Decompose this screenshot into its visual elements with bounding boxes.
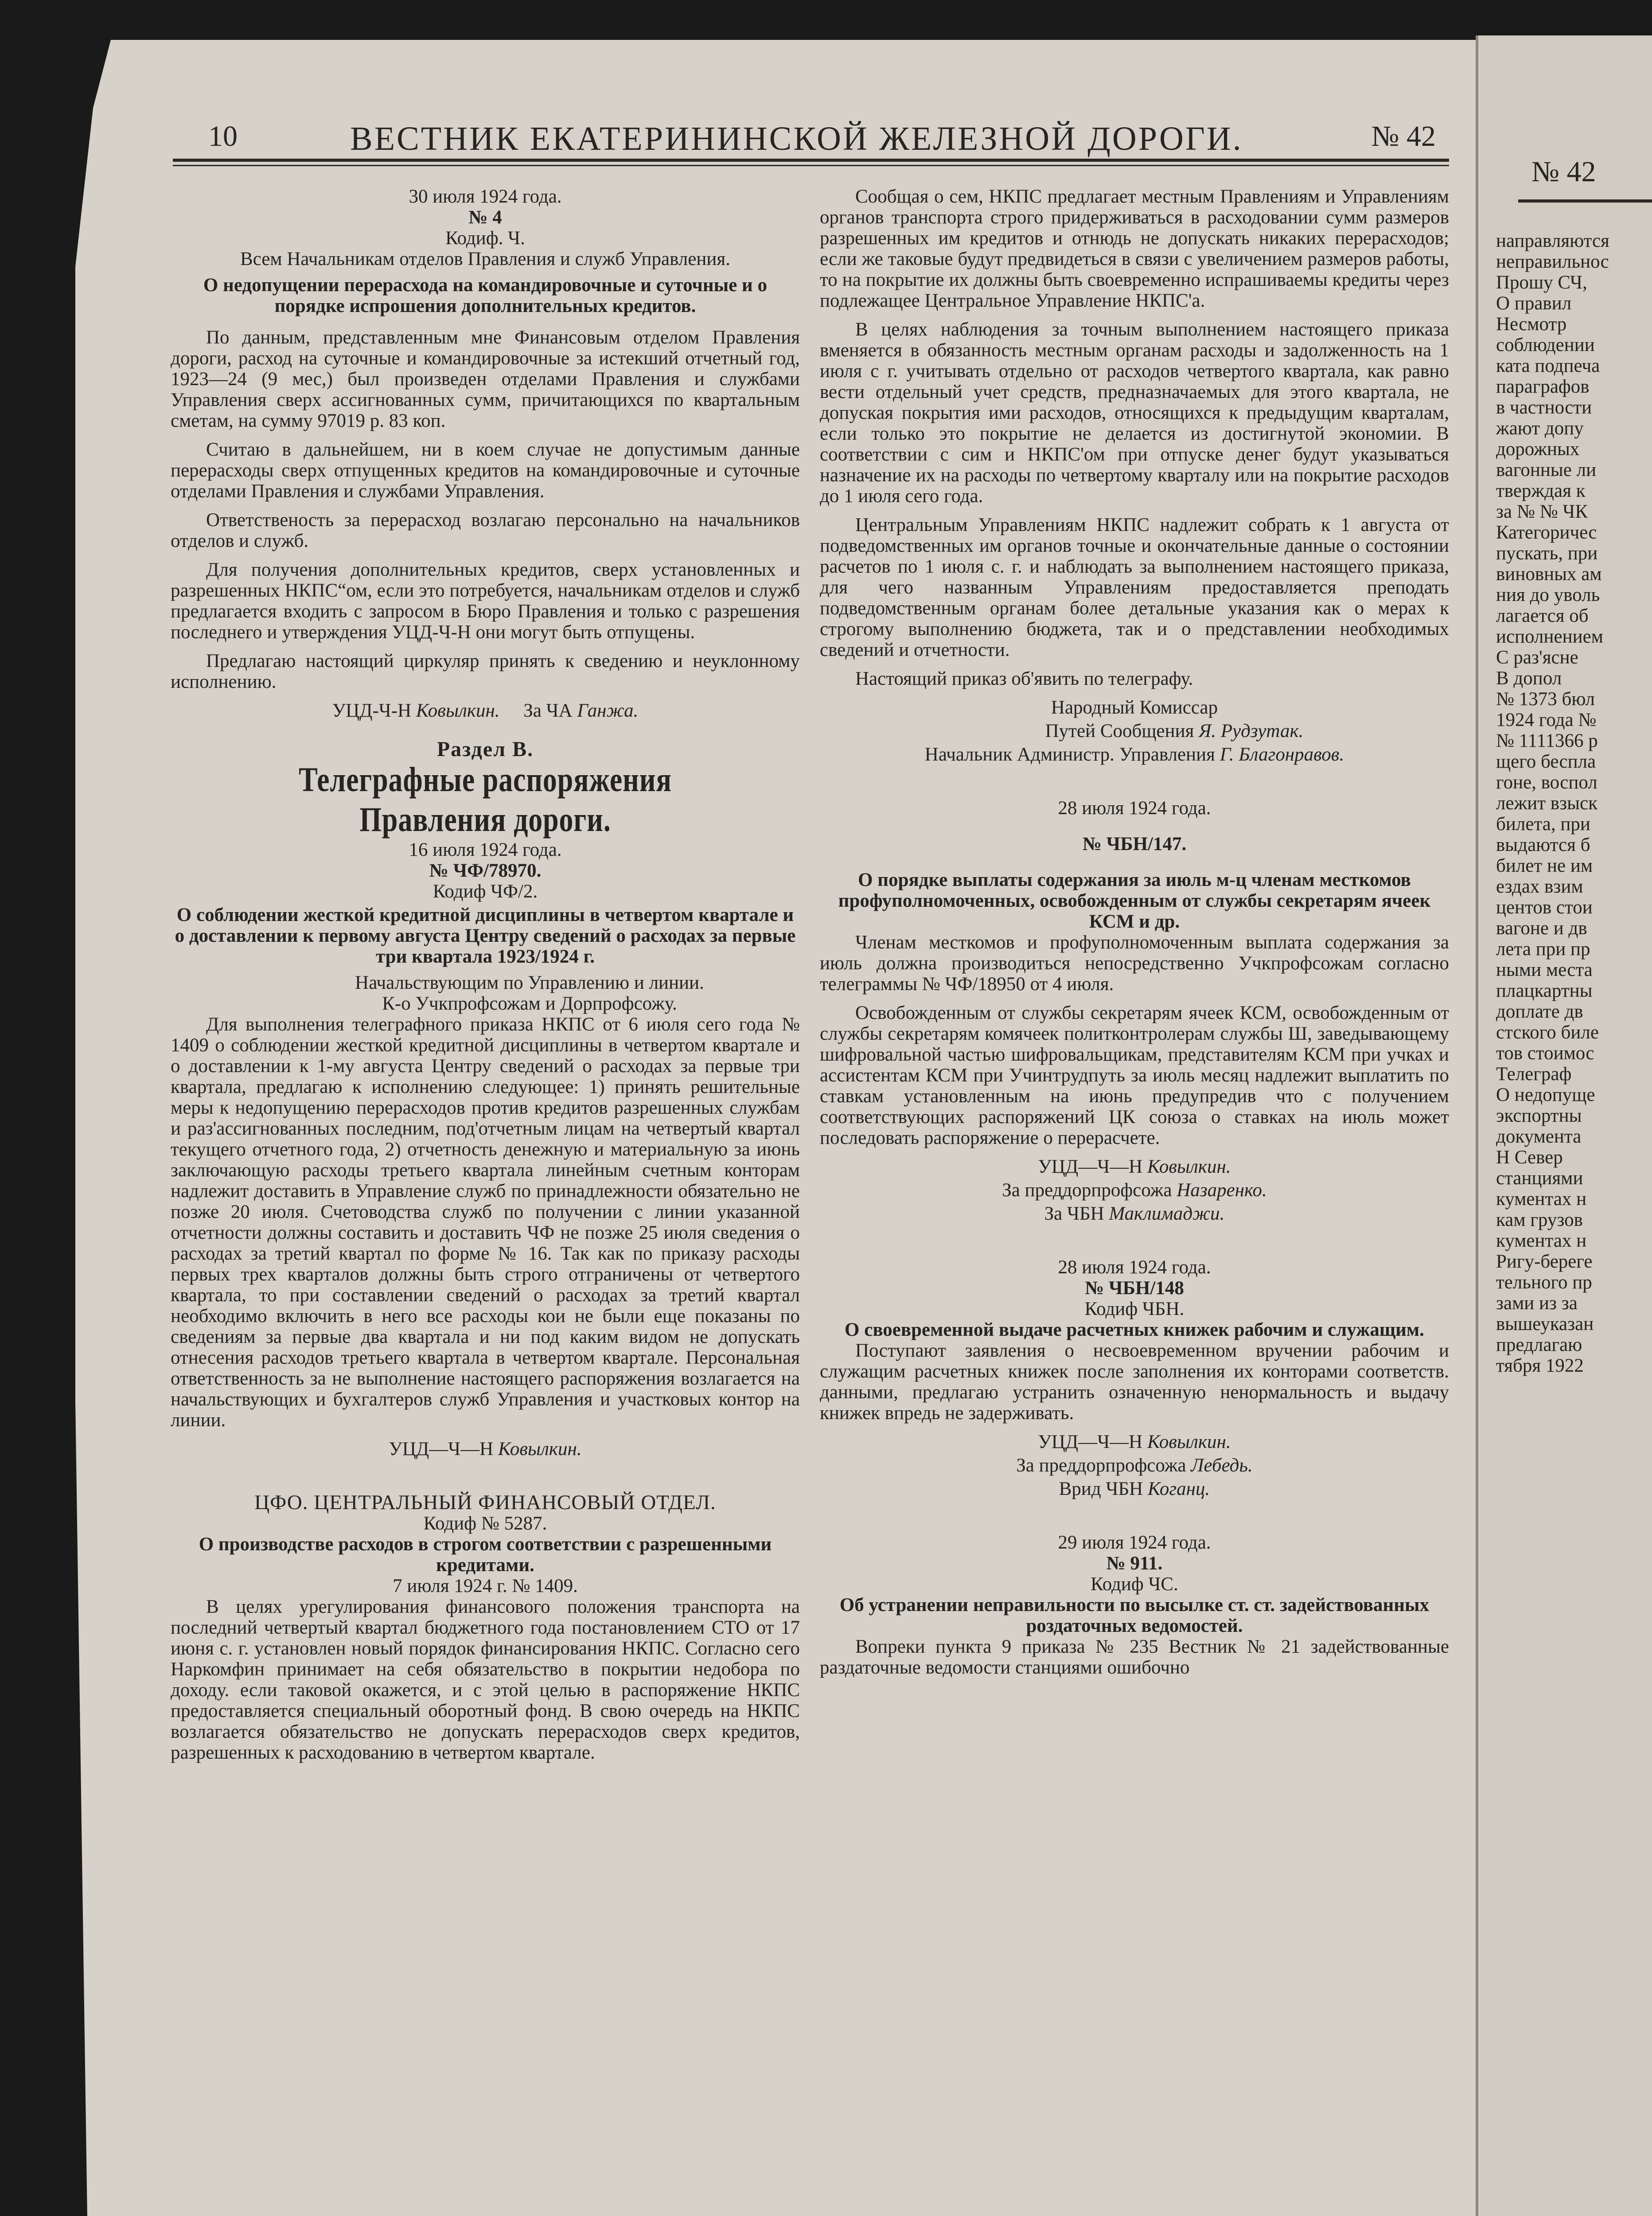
order-number: № ЧФ/78970.: [429, 860, 542, 881]
adjacent-text-line: 1924 года №: [1496, 710, 1597, 730]
adjacent-text-line: гоне, воспол: [1496, 772, 1597, 793]
adjacent-text-line: ездах взим: [1496, 876, 1583, 897]
adjacent-text-line: станциями: [1496, 1168, 1583, 1189]
adjacent-text-line: ния до уволь: [1496, 585, 1600, 605]
signer-title: Путей Сообщения: [1045, 721, 1194, 741]
adjacent-text-line: Н Север: [1496, 1147, 1563, 1168]
adjacent-text-line: Несмотр: [1496, 314, 1567, 335]
paragraph: Поступают заявления о несвоевременном вручении рабочим и служащим расчетных книжек после заполнения их конторами соответств. данными, предлагаю устранить означенную ненормальность и выдачу книжек впредь не задерживать.: [820, 1340, 1449, 1424]
order-number: № 4: [468, 207, 502, 228]
adjacent-text-line: вагонные ли: [1496, 460, 1597, 480]
adjacent-text-line: вагоне и дв: [1496, 918, 1587, 939]
signer-name: Лебедь.: [1191, 1455, 1253, 1476]
newspaper-title: ВЕСТНИК ЕКАТЕРИНИНСКОЙ ЖЕЛЕЗНОЙ ДОРОГИ.: [350, 120, 1243, 157]
signer-title: За преддорпрофсожа: [1016, 1455, 1186, 1476]
paragraph: Освобожденным от службы секретарям ячеек КСМ, освобожденным от службы секретарям комячеек политконтролерам службы Ш, заведывающему шифровальной частью шифровальщикам, представителям КСМ при учках и ассистентам КСМ при Учинтрудпуть за июль месяц надлежит выплатить по ставкам установленным на июнь предупредив что с получением соответствующих распоряжений ЦК союза о ставках на июль может последовать распоряжение о перерасчете.: [820, 1003, 1449, 1148]
adjacent-text-line: неправильнос: [1496, 251, 1609, 272]
adjacent-text-line: выдаются б: [1496, 835, 1590, 855]
paragraph: Членам месткомов и профуполномоченным выплата содержания за июль должна производиться непосредственно Учкпрофсожам согласно телеграммы № ЧФ/18950 от 4 июля.: [820, 932, 1449, 995]
adjacent-text-line: кументах н: [1496, 1230, 1587, 1251]
adjacent-text-line: кументах н: [1496, 1189, 1587, 1209]
kodif-line: Кодиф № 5287.: [423, 1513, 547, 1534]
adjacent-text-line: лагается об: [1496, 605, 1589, 626]
article-title: О недопущении перерасхода на командировочные и суточные и о порядке испрошения дополнительных кредитов.: [203, 275, 768, 316]
article-date: 30 июля 1924 года.: [409, 186, 562, 207]
adjacent-text-line: № 1373 бюл: [1496, 689, 1595, 710]
paragraph: Считаю в дальнейшем, ни в коем случае не допустимым данные перерасходы сверх отпущенных кредитов на командировочные и суточные отделами Правления и службами Управления.: [171, 439, 800, 502]
paragraph: Центральным Управлениям НКПС надлежит собрать к 1 августа от подведомственных им органов точные и окончательные данные о состоянии расчетов по 1 июля с. г. и наблюдать за выполнением настоящего приказа, для чего названным Управлениям предоставляется преподать подведомственным органам более детальные указания как о мерах к строгому выполнению бюджета, так и о представлении необходимых сведений и отчетности.: [820, 515, 1449, 660]
adjacent-text-line: Ригу-береге: [1496, 1251, 1593, 1272]
article-title: О соблюдении жесткой кредитной дисциплины в четвертом квартале и о доставлении к первому августа Центру сведений о расходах за первые три квартала 1923/1924 г.: [175, 905, 796, 967]
kodif-line: Кодиф. Ч.: [445, 228, 525, 249]
adjacent-text-line: О недопуще: [1496, 1085, 1595, 1105]
adjacent-text-fragments: [1478, 230, 1609, 1376]
header-rule: [173, 159, 1449, 162]
paragraph: В целях урегулирования финансового положения транспорта на последний четвертый квартал бюджетного года постановлением СТО от 17 июня с. г. установлен новый порядок финансирования НКПС. Согласно сего Наркомфин принимает на себя обязательство в покрытии недобора по доходу. если таковой окажется, и с этой целью в распоряжение НКПС предоставляется специальный оборотный фонд. В свою очередь на НКПС возлагается обязательство не допускать перерасходов сверх кредитов, разрешенных к расходованию в четвертом квартале.: [171, 1596, 800, 1763]
paragraph: Для выполнения телеграфного приказа НКПС от 6 июля сего года № 1409 о соблюдении жесткой кредитной дисциплины в четвертом квартале и о доставлении к 1-му августа Центру сведений о расходах за первые три квартала, предлагаю к исполнению следующее: 1) принять решительные меры к недопущению перерасходов против кредитов разрешенных службам и раз'ассигнованных последним, под'отчетным лицам на четвертый квартал текущего отчетного года, 2) отчетность денежную и материальную за июнь заключающую расходы третьего квартала линейным счетным конторам надлежит доставить в Управление служб по принадлежности обязательно не позже 20 июля. Счетоводства служб по получении с линии указанной отчетности должны составить и доставить ЧФ не позже 25 июля сведения о расходах за третий квартал по форме № 16. Так как по приказу расходы первых трех кварталов должны быть строго отграничены от четвертого квартала, то при составлении сведений о расходах за третий квартал необходимо включить в него все расходы кои не были еще показаны по сведениям за первые два квартала и ни под каким видом не допускать отнесения расходов третьего квартала в четвертом квартале. Персональная ответственность за не выполнение настоящего распоряжения возлагается на начальствующих и бухгалтеров служб Управления и участковых контор на линии.: [171, 1014, 800, 1431]
adjacent-text-line: жают допу: [1496, 418, 1584, 439]
signer-name: Маклимаджи.: [1109, 1203, 1225, 1224]
addressee: Начальствующим по Управлению и линии.: [355, 972, 704, 993]
adjacent-text-line: О правил: [1496, 293, 1572, 314]
adjacent-text-line: Категоричес: [1496, 522, 1597, 543]
adjacent-text-line: ными места: [1496, 960, 1593, 980]
adjacent-text-line: ката подпеча: [1496, 355, 1600, 376]
paragraph: Настоящий приказ об'явить по телеграфу.: [855, 668, 1193, 689]
signer-title: За ЧА: [523, 700, 573, 721]
adjacent-text-line: лежит взыск: [1496, 793, 1597, 814]
adjacent-text-line: доплате дв: [1496, 1001, 1583, 1022]
section-title: Телеграфные распоряжения Правления дороги.: [299, 760, 672, 839]
article-title: О производстве расходов в строгом соответствии с разрешенными кредитами.: [199, 1534, 772, 1576]
adjacent-text-line: Прошу СЧ,: [1496, 272, 1587, 293]
adjacent-text-line: плацкартны: [1496, 980, 1593, 1001]
adjacent-text-line: билет не им: [1496, 855, 1593, 876]
right-column: [820, 186, 1449, 1686]
signer-name: Ковылкин.: [1147, 1156, 1231, 1177]
header-rule-thin: [173, 165, 1449, 166]
adjacent-text-line: в частности: [1496, 397, 1592, 418]
adjacent-text-line: вышеуказан: [1496, 1314, 1594, 1334]
adjacent-text-line: лета при пр: [1496, 939, 1590, 960]
signer-name: Ковылкин.: [416, 700, 500, 721]
article-date: 28 июля 1924 года.: [1058, 798, 1211, 819]
section-label: Раздел В.: [436, 737, 534, 761]
adjacent-text-line: С раз'ясне: [1496, 647, 1578, 668]
issue-number: № 42: [1371, 120, 1436, 152]
adjacent-text-line: соблюдении: [1496, 335, 1595, 355]
signature-line: [900, 721, 1449, 741]
adjacent-text-line: предлагаю: [1496, 1334, 1582, 1355]
signature-line: [820, 744, 1449, 765]
signature-line: [820, 1180, 1449, 1201]
paragraph: По данным, представленным мне Финансовым отделом Правления дороги, расход на суточные и командировочные за истекший отчетный год, 1923—24 (9 мес,) был произведен отделами Правления и службами Управления сверх ассигнованных сумм, причитающихся по квартальным сметам, на сумму 97019 р. 83 коп.: [171, 327, 800, 431]
signer-title: Врид ЧБН: [1059, 1479, 1143, 1499]
adjacent-text-line: пускать, при: [1496, 543, 1598, 564]
department-heading: ЦФО. ЦЕНТРАЛЬНЫЙ ФИНАНСОВЫЙ ОТДЕЛ.: [254, 1491, 716, 1514]
signer-title: Народный Комиссар: [1051, 697, 1218, 718]
signer-title: УЦД—Ч—Н: [1038, 1432, 1143, 1452]
signer-name: Г. Благонравов.: [1220, 744, 1344, 765]
adjacent-issue-number: № 42: [1531, 156, 1596, 188]
paragraph: Вопреки пункта 9 приказа № 235 Вестник № 21 задействованные раздаточные ведомости станциями ошибочно: [820, 1636, 1449, 1678]
article-date: 28 июля 1924 года.: [1058, 1257, 1211, 1278]
adjacent-text-line: тов стоимос: [1496, 1043, 1594, 1064]
adjacent-header-rule: [1518, 199, 1652, 203]
signer-title: УЦД-Ч-Н: [332, 700, 412, 721]
adjacent-text-line: исполнением: [1496, 626, 1603, 647]
signature-line: [820, 1432, 1449, 1452]
order-number: № ЧБН/148: [1085, 1278, 1184, 1299]
signer-name: Коганц.: [1147, 1479, 1210, 1499]
signature-line: [820, 1156, 1449, 1177]
adjacent-text-line: параграфов: [1496, 376, 1590, 397]
signer-title: Начальник Администр. Управления: [924, 744, 1215, 765]
article-title: Об устранении неправильности по высылке ст. ст. задействованных роздаточных ведомостей.: [839, 1595, 1430, 1636]
adjacent-text-line: дорожных: [1496, 439, 1580, 460]
adjacent-text-line: направляются: [1496, 230, 1609, 251]
addressee: Всем Начальникам отделов Правления и служб Управления.: [240, 249, 730, 269]
paragraph: Ответственость за перерасход возлагаю персонально на начальников отделов и служб.: [171, 510, 800, 551]
signer-name: Ковылкин.: [498, 1439, 582, 1459]
signer-name: Ковылкин.: [1147, 1432, 1231, 1452]
signer-name: Я. Рудзутак.: [1199, 721, 1304, 741]
adjacent-text-line: стского биле: [1496, 1022, 1599, 1043]
signature-line: [820, 1203, 1449, 1224]
signature-line: [820, 1479, 1449, 1499]
paragraph: В целях наблюдения за точным выполнением настоящего приказа вменяется в обязанность местным органам расходы и задолженность на 1 июля с г. учитывать отдельно от расходов четвертого квартала, как равно вести отдельный учет средств, предназначаемых для этого квартала, не допуская покрытия ими расходов, относящихся к предыдущим кварталам, если только это покрытие не делается из достигнутой экономии. В соответствии с сим и НКПС'ом при отпуске денег будут указываться назначение их на расходы по четвертому кварталу или на покрытие расходов до 1 июля сего года.: [820, 319, 1449, 507]
adjacent-text-line: экспортны: [1496, 1105, 1582, 1126]
signature-line: [820, 1455, 1449, 1476]
article-title: О своевременной выдаче расчетных книжек рабочим и служащим.: [845, 1319, 1424, 1340]
adjacent-text-line: билета, при: [1496, 814, 1590, 835]
signer-title: За преддорпрофсожа: [1002, 1180, 1172, 1201]
adjacent-text-line: за № № ЧК: [1496, 501, 1588, 522]
article-title: О порядке выплаты содержания за июль м-ц членам месткомов профуполномоченных, освобожденным от службы секретарям ячеек КСМ и др.: [838, 870, 1431, 932]
article-date: 29 июля 1924 года.: [1058, 1532, 1211, 1553]
left-column: [171, 186, 800, 1771]
paragraph: Сообщая о сем, НКПС предлагает местным Правлениям и Управлениям органов транспорта строго придерживаться в расходовании сумм размеров разрешенных им кредитов и отнюдь не допускать никаких перерасходов; если же таковые будут предвидеться в связи с увеличением размеров работы, то на покрытие их должны быть своевременно испрашиваемы кредиты через подлежащее Центральное Управление НКПС'а.: [820, 186, 1449, 311]
adjacent-text-line: тября 1922: [1496, 1355, 1584, 1376]
signer-title: За ЧБН: [1044, 1203, 1104, 1224]
adjacent-page-edge: [1476, 35, 1652, 2216]
kodif-line: Кодиф ЧБН.: [1084, 1299, 1184, 1319]
adjacent-text-line: тверждая к: [1496, 480, 1586, 501]
paragraph: Предлагаю настоящий циркуляр принять к сведению и неуклонному исполнению.: [171, 651, 800, 692]
kodif-line: Кодиф ЧС.: [1091, 1574, 1178, 1595]
adjacent-text-line: щего беспла: [1496, 751, 1596, 772]
adjacent-text-line: центов стои: [1496, 897, 1593, 918]
signer-name: Ганжа.: [577, 700, 639, 721]
signer-title: УЦД—Ч—Н: [1038, 1156, 1143, 1177]
paragraph: Для получения дополнительных кредитов, сверх установленных и разрешенных НКПС“ом, если это потребуется, начальникам отделов и служб предлагается входить с запросом в Бюро Правления и только с разрешения последнего и утверждения УЦД-Ч-Н они могут быть отпущены.: [171, 559, 800, 643]
adjacent-text-line: тельного пр: [1496, 1272, 1592, 1293]
adjacent-text-line: кам грузов: [1496, 1209, 1583, 1230]
adjacent-text-line: документа: [1496, 1126, 1582, 1147]
signer-title: УЦД—Ч—Н: [389, 1439, 494, 1459]
order-number: № ЧБН/147.: [1082, 834, 1187, 854]
page-number: 10: [208, 120, 238, 152]
article-date: 16 июля 1924 года.: [409, 839, 562, 860]
signature-line: [171, 700, 800, 721]
adjacent-text-line: зами из за: [1496, 1293, 1578, 1314]
kodif-line: Кодиф ЧФ/2.: [432, 881, 538, 902]
signer-name: Назаренко.: [1177, 1180, 1267, 1201]
adjacent-text-line: Телеграф: [1496, 1064, 1572, 1085]
adjacent-text-line: В допол: [1496, 668, 1562, 689]
signature-line: [171, 1439, 800, 1459]
article-date: 7 июля 1924 г. № 1409.: [393, 1576, 578, 1596]
page-header: [173, 120, 1453, 164]
adjacent-text-line: № 1111366 р: [1496, 730, 1598, 751]
adjacent-text-line: виновных ам: [1496, 564, 1602, 585]
addressee: К-о Учкпрофсожам и Дорпрофсожу.: [382, 993, 677, 1014]
order-number: № 911.: [1106, 1553, 1163, 1574]
